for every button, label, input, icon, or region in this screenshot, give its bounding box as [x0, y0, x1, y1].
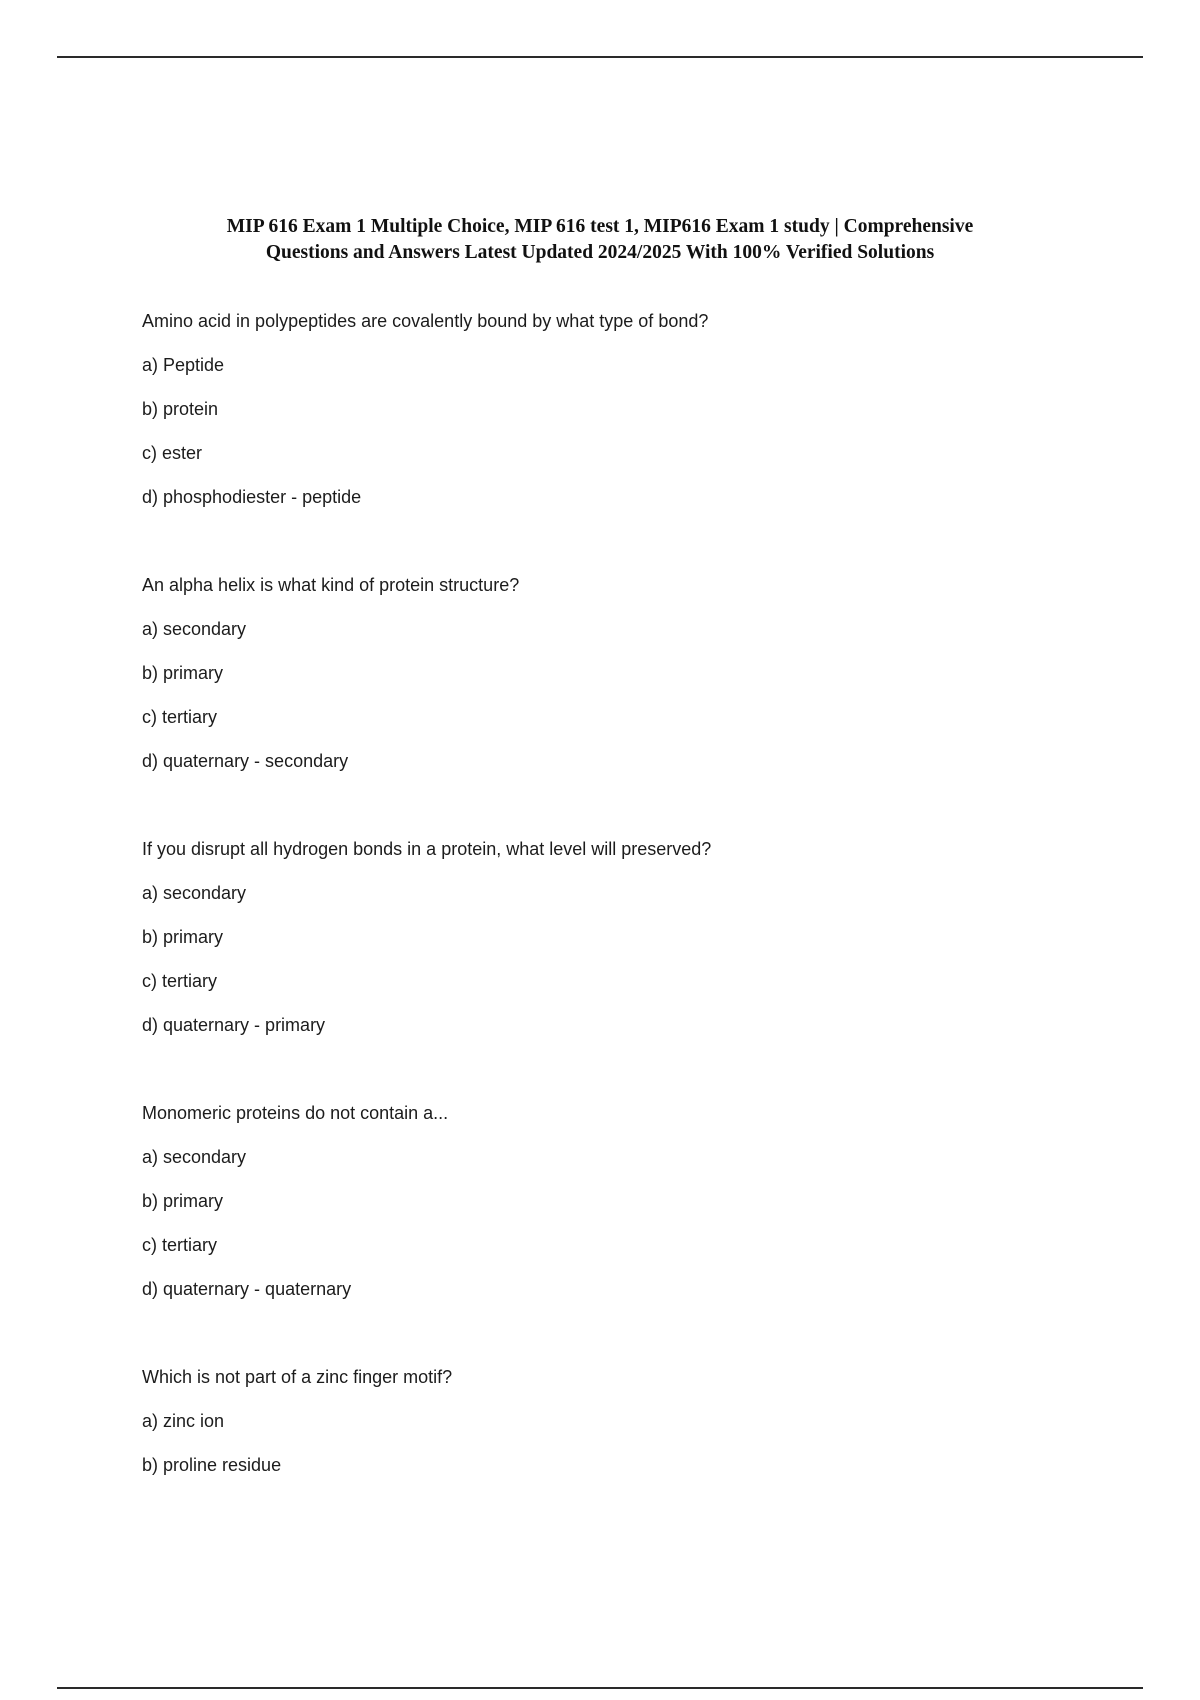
document-title: [120, 214, 1080, 266]
question-text: An alpha helix is what kind of protein structure?: [142, 575, 520, 595]
option-c: c) tertiary: [142, 707, 218, 727]
title-line-1: MIP 616 Exam 1 Multiple Choice, MIP 616 test 1, MIP616 Exam 1 study | Comprehensive: [226, 216, 974, 237]
option-b: b) primary: [142, 927, 224, 947]
option-a: a) secondary: [142, 1147, 247, 1167]
option-a: a) secondary: [142, 619, 247, 639]
option-d: d) quaternary - quaternary: [142, 1279, 352, 1299]
option-b: b) protein: [142, 399, 219, 419]
option-d: d) quaternary - primary: [142, 1015, 326, 1035]
question-5: [142, 1365, 1102, 1497]
option-a: a) Peptide: [142, 355, 225, 375]
question-4: [142, 1101, 1102, 1321]
question-1: [142, 309, 1102, 529]
option-c: c) tertiary: [142, 1235, 218, 1255]
option-b: b) primary: [142, 663, 224, 683]
question-list: [142, 309, 1102, 1497]
title-line-2: Questions and Answers Latest Updated 2024/2025 With 100% Verified Solutions: [265, 242, 935, 263]
option-d: d) quaternary - secondary: [142, 751, 349, 771]
option-b: b) primary: [142, 1191, 224, 1211]
question-text: If you disrupt all hydrogen bonds in a protein, what level will preserved?: [142, 839, 712, 859]
option-b: b) proline residue: [142, 1455, 282, 1475]
option-c: c) ester: [142, 443, 203, 463]
question-text: Monomeric proteins do not contain a...: [142, 1103, 449, 1123]
option-a: a) secondary: [142, 883, 247, 903]
question-2: [142, 573, 1102, 793]
option-d: d) phosphodiester - peptide: [142, 487, 362, 507]
option-c: c) tertiary: [142, 971, 218, 991]
header-rule: [57, 56, 1143, 58]
option-a: a) zinc ion: [142, 1411, 225, 1431]
footer-rule: [57, 1687, 1143, 1689]
question-3: [142, 837, 1102, 1057]
question-text: Which is not part of a zinc finger motif?: [142, 1367, 453, 1387]
question-text: Amino acid in polypeptides are covalently bound by what type of bond?: [142, 311, 709, 331]
